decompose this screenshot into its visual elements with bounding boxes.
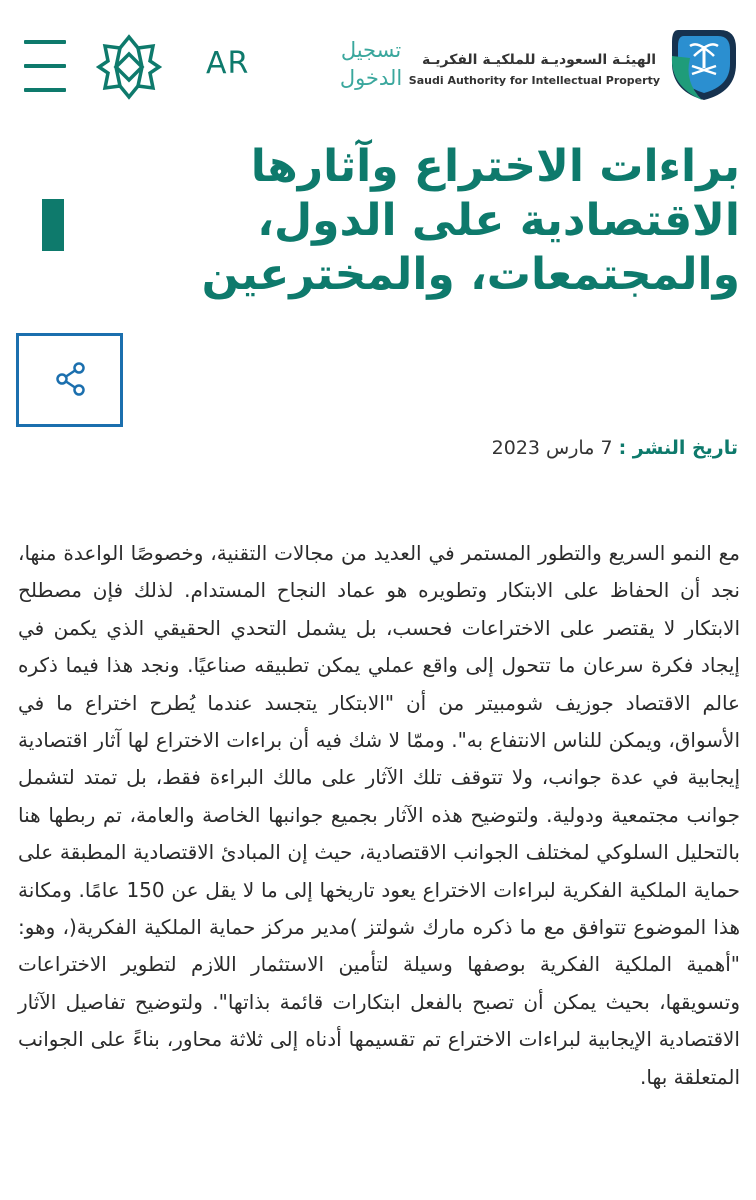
article-body: مع النمو السريع والتطور المستمر في العديد من مجالات التقنية، وخصوصًا الواعدة منها، نجد أن الحفاظ على الابتكار وتطويره هو عماد النجاح المستدام. لذلك فإن مصطلح الابتكار لا يقتصر على الاختراعات فحسب، بل يشمل التحدي الحقيقي الذي يكمن في إيجاد فكرة سرعان ما تتحول إلى واقع عملي يمكن تطبيقه صناعيًا. ونجد هذا فيما ذكره عالم الاقتصاد جوزيف شومبيتر من أن "الابتكار يتجسد عندما يُطرح اختراع ما في الأسواق، ويمكن للناس الانتفاع به". وممّا لا شك فيه أن براءات الاختراع لها آثار اقتصادية إيجابية في عدة جوانب، ولا تتوقف تلك الآثار على مالك البراءة فقط، بل تمتد لتشمل جوانب مجتمعية ودولية. ولتوضيح هذه الآثار بجميع جوانبها الخاصة والعامة، تم ربطها هنا بالتحليل السلوكي لمختلف الجوانب الاقتصادية، حيث إن المبادئ الاقتصادية المطبقة على حماية الملكية الفكرية لبراءات الاختراع يعود تاريخها إلى ما لا يقل عن 150 عامًا. ومكانة هذا الموضوع تتوافق مع ما ذكره مارك شولتز )مدير مركز حماية الملكية الفكرية(، وهو: "أهمية الملكية الفكرية بوصفها وسيلة لتأمين الاستثمار اللازم لتطوير الاختراعات وتسويقها، بحيث يمكن أن تصبح بالفعل ابتكارات قائمة بذاتها". ولتوضيح تفاصيل الآثار الاقتصادية الإيجابية لبراءات الاختراع تم تقسيمها أدناه إلى ثلاثة محاور، بناءً على الجوانب المتعلقة بها. <box>18 541 740 1089</box>
menu-line <box>24 40 66 44</box>
menu-line <box>24 88 66 92</box>
menu-button[interactable] <box>24 40 68 92</box>
page-title: براءات الاختراع وآثارها الاقتصادية على الدول، والمجتمعات، والمخترعين <box>201 141 740 300</box>
geometric-pattern-icon[interactable] <box>96 34 162 100</box>
language-toggle[interactable]: AR <box>206 46 250 81</box>
logo-name-ar: الهيئـة السعوديـة للملكيـة الفكريـة <box>421 52 656 68</box>
login-link[interactable]: تسجيل الدخول <box>339 38 403 90</box>
share-icon <box>55 362 87 396</box>
palm-swords-emblem-icon <box>664 22 744 102</box>
title-accent-bar <box>42 199 64 251</box>
publish-date-label: تاريخ النشر : <box>618 437 738 459</box>
share-button[interactable] <box>16 333 123 427</box>
menu-line <box>24 64 66 68</box>
logo-name-en: Saudi Authority for Intellectual Property <box>408 74 660 87</box>
saip-logo[interactable] <box>408 22 744 102</box>
publish-date-value: 7 مارس 2023 <box>491 437 613 459</box>
publish-date <box>492 437 738 459</box>
site-header <box>0 0 756 130</box>
